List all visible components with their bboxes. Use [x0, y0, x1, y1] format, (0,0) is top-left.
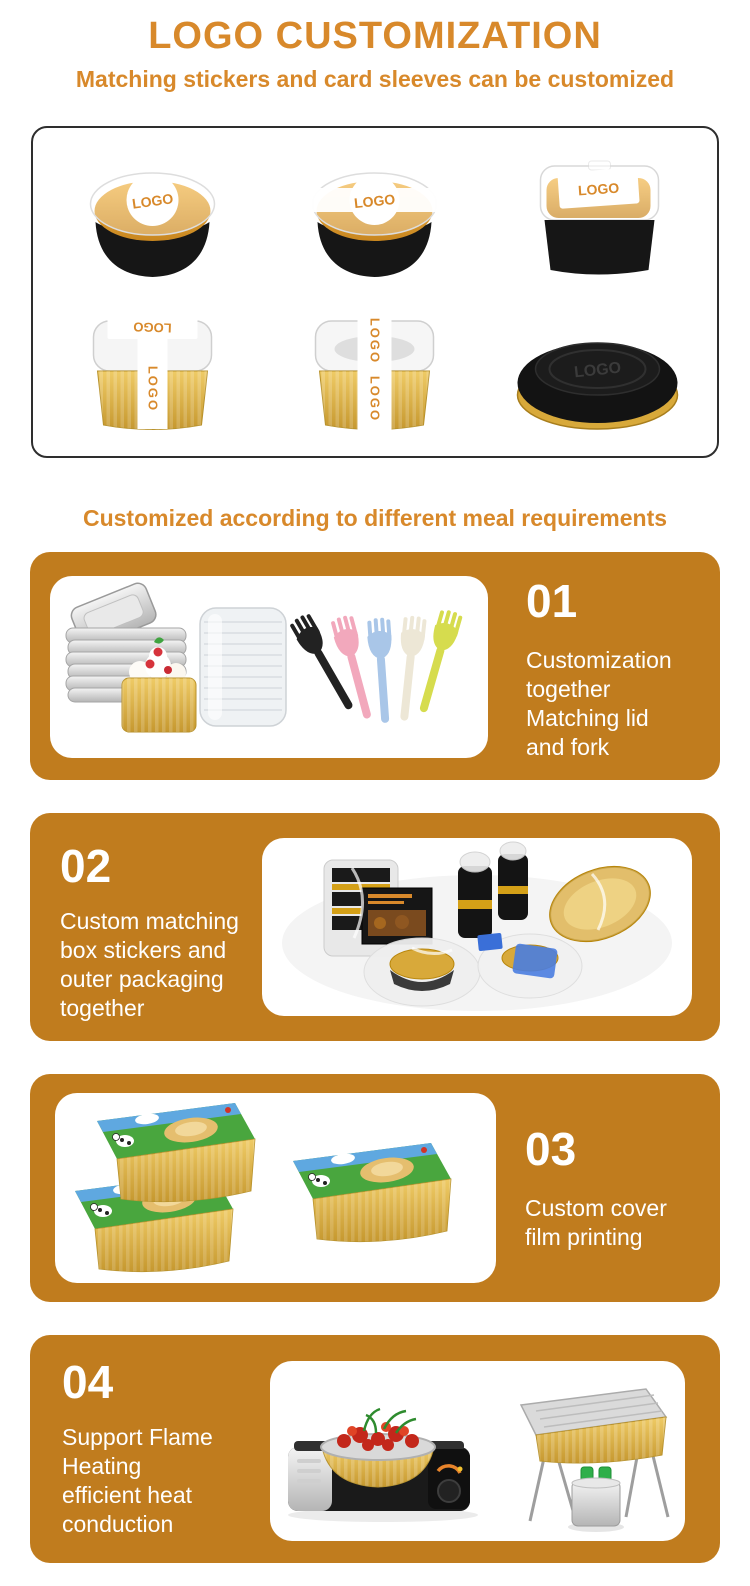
- round-cup-round-sticker-image: [55, 144, 250, 294]
- page-title: LOGO CUSTOMIZATION: [148, 15, 602, 57]
- embossed-logo-text: LOGO: [573, 359, 623, 381]
- printed-pan-right: [293, 1143, 451, 1242]
- logo-sticker-text: LOGO: [353, 190, 397, 211]
- wrapped-packaging-photo: [262, 838, 692, 1016]
- feature-card-01: [30, 552, 720, 780]
- feature-02-description: Custom matching box stickers and outer packaging together: [60, 908, 239, 1021]
- feature-03-number: 03: [525, 1123, 577, 1175]
- feature-card-03: [30, 1074, 720, 1302]
- logo-sticker-text: LOGO: [130, 189, 174, 212]
- page-subtitle: Matching stickers and card sleeves can be customized: [75, 66, 675, 92]
- product-photo-round-cup-round-sticker: [50, 144, 255, 294]
- logo-band-text-upper: LOGO: [367, 317, 383, 364]
- clear-lid-stack: [200, 608, 286, 726]
- product-photo-round-cup-band-sticker: [272, 144, 477, 294]
- stove-knob: [438, 1480, 460, 1502]
- feature-card-04: [30, 1335, 720, 1563]
- feature-01-number: 01: [526, 575, 578, 627]
- feature-03-photo-panel: [55, 1093, 496, 1283]
- product-photo-gold-cup-vertical-band: [272, 297, 477, 447]
- gold-cup-vertical-band-image: [277, 297, 472, 447]
- foil-tray-on-stand: [521, 1389, 668, 1532]
- product-photo-black-lid-embossed-logo: [495, 297, 700, 447]
- square-container-logo-card-image: [500, 144, 695, 294]
- printed-cover-film-photo: [55, 1093, 496, 1283]
- meal-requirements-heading: Customized according to different meal requirements: [82, 505, 668, 531]
- feature-card-02: [30, 813, 720, 1041]
- feature-03-description: Custom cover film printing: [525, 1195, 667, 1250]
- feature-04-description: Support Flame Heating efficient heat conduction: [62, 1424, 213, 1537]
- product-photo-square-container-logo-card: [495, 144, 700, 294]
- logo-sticker-text: LOGO: [132, 318, 172, 336]
- feature-01-description: Customization together Matching lid and fork: [526, 647, 672, 760]
- logo-customization-page: [0, 14, 750, 1586]
- round-cup-band-sticker-image: [277, 144, 472, 294]
- logo-sticker-text-vertical: LOGO: [145, 365, 161, 412]
- feature-04-photo-panel: [270, 1361, 685, 1541]
- fuel-can: [568, 1467, 624, 1532]
- black-lid-embossed-logo-image: [500, 297, 695, 447]
- feature-02-photo-panel: [262, 838, 692, 1016]
- logo-card-text: LOGO: [577, 179, 620, 198]
- gold-cup-t-sticker-image: [55, 297, 250, 447]
- logo-products-showcase-box: [31, 126, 719, 458]
- feature-01-photo-panel: [50, 576, 488, 758]
- feature-04-number: 04: [62, 1356, 114, 1408]
- printed-pan-top-left: [97, 1103, 255, 1202]
- logo-band-text-lower: LOGO: [367, 375, 383, 422]
- lids-and-forks-photo: [50, 576, 488, 758]
- flame-heating-photo: [270, 1361, 685, 1541]
- product-photo-gold-cup-t-sticker: [50, 297, 255, 447]
- forks: [288, 608, 464, 724]
- feature-02-number: 02: [60, 840, 112, 892]
